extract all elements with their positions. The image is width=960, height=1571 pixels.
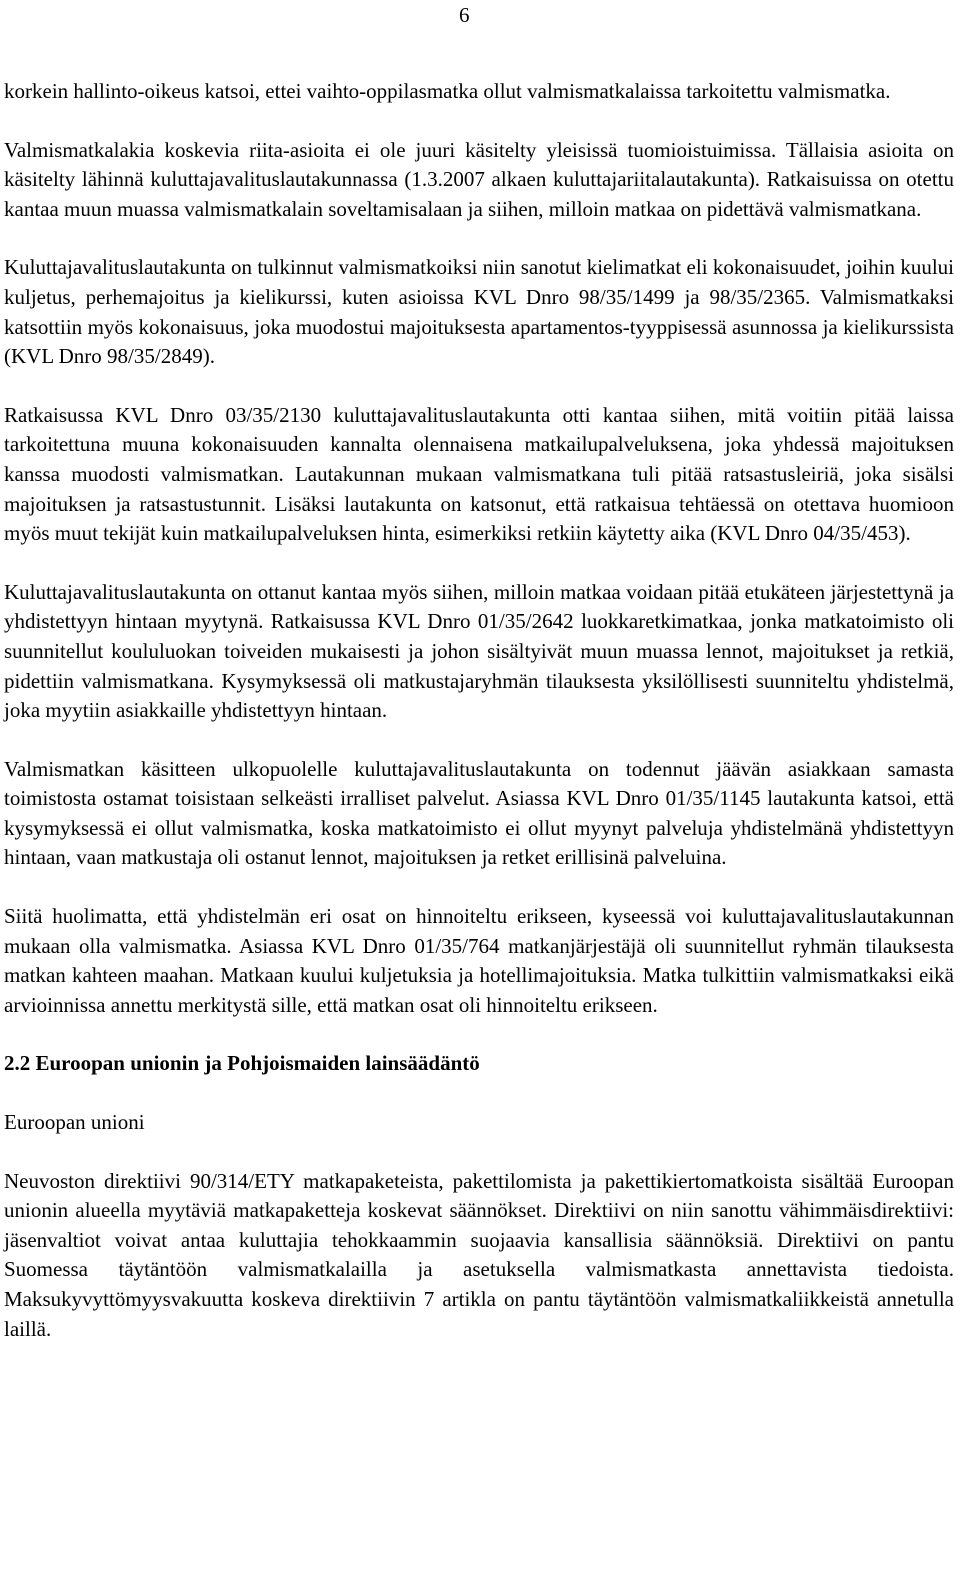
page-content	[4, 77, 954, 1373]
paragraph-3: Kuluttajavalituslautakunta on tulkinnut valmismatkoiksi niin sanotut kielimatkat eli kokonaisuudet, joihin kuului kuljetus, perhemajoitus ja kielikurssi, kuten asioissa KVL Dnro 98/35/1499 ja 98/35/2365. Valmismatkaksi katsottiin myös kokonaisuus, joka muodostui majoituksesta apartamentos-tyyppisessä asunnossa ja kielikurssista (KVL Dnro 98/35/2849).	[4, 255, 954, 369]
paragraph-4: Ratkaisussa KVL Dnro 03/35/2130 kuluttajavalituslautakunta otti kantaa siihen, mitä voitiin pitää laissa tarkoitettuna muuna kokonaisuuden kannalta olennaisena matkailupalveluksena, joka yhdessä majoituksen kanssa muodosti valmismatkan. Lautakunnan mukaan valmismatkana tuli pitää ratsastusleiriä, joka sisälsi majoituksen ja ratsastustunnit. Lisäksi lautakunta on katsonut, että ratkaisua tehtäessä on otettava huomioon myös muut tekijät kuin matkailupalveluksen hinta, esimerkiksi retkiin käytetty aika (KVL Dnro 04/35/453).	[4, 402, 954, 546]
paragraph-7: Siitä huolimatta, että yhdistelmän eri osat on hinnoiteltu erikseen, kyseessä voi kuluttajavalituslautakunnan mukaan olla valmismatka. Asiassa KVL Dnro 01/35/764 matkanjärjestäjä oli suunnitellut ryhmän tilauksesta matkan kahteen maahan. Matkaan kuului kuljetuksia ja hotellimajoituksia. Matka tulkittiin valmismatkaksi eikä arvioinnissa annettu merkitystä sille, että matkan osat oli hinnoiteltu erikseen.	[4, 904, 954, 1017]
paragraph-1: korkein hallinto-oikeus katsoi, ettei vaihto-oppilasmatka ollut valmismatkalaissa tarkoitettu valmismatka.	[4, 79, 891, 103]
section-paragraph: Neuvoston direktiivi 90/314/ETY matkapaketeista, pakettilomista ja pakettikiertomatkoista sisältää Euroopan unionin alueella myytäviä matkapaketteja koskevat säännökset. Direktiivi on niin sanottu vähimmäisdirektiivi: jäsenvaltiot voivat antaa kuluttajia tehokkaammin suojaavia kansallisia säännöksiä. Direktiivi on pantu Suomessa täytäntöön valmismatkalailla ja asetuksella valmismatkasta annettavista tiedoista. Maksukyvyttömyysvakuutta koskeva direktiivin 7 artikla on pantu täytäntöön valmismatkaliikkeistä annetulla laillä.	[4, 1168, 954, 1341]
section-subheading: Euroopan unioni	[4, 1110, 145, 1135]
paragraph-5: Kuluttajavalituslautakunta on ottanut kantaa myös siihen, milloin matkaa voidaan pitää etukäteen järjestettynä ja yhdistettyyn hintaan myytynä. Ratkaisussa KVL Dnro 01/35/2642 luokkaretkimatkaa, jonka matkatoimisto oli suunnitellut koululuokan toiveiden mukaisesti ja johon sisältyivät muun muassa lennot, majoitukset ja retkiä, pidettiin valmismatkana. Kysymyksessä oli matkustajaryhmän tilauksesta yksilöllisesti suunniteltu yhdistelmä, joka myytiin asiakkaille yhdistettyyn hintaan.	[4, 579, 954, 723]
page-number: 6	[459, 3, 470, 27]
paragraph-6: Valmismatkan käsitteen ulkopuolelle kuluttajavalituslautakunta on todennut jäävän asiakkaan samasta toimistosta ostamat toisistaan selkeästi irralliset palvelut. Asiassa KVL Dnro 01/35/1145 lautakunta katsoi, että kysymyksessä ei ollut valmismatka, koska matkatoimisto ei ollut myynyt palveluja yhdistelmänä yhdistettyyn hintaan, vaan matkustaja oli ostanut lennot, majoituksen ja retket erillisinä palveluina.	[4, 756, 954, 870]
section-heading: 2.2 Euroopan unionin ja Pohjoismaiden lainsäädäntö	[4, 1051, 480, 1076]
paragraph-2: Valmismatkalakia koskevia riita-asioita ei ole juuri käsitelty yleisissä tuomioistuimissa. Tällaisia asioita on käsitelty lähinnä kuluttajavalituslautakunnassa (1.3.2007 alkaen kuluttajariitalautakunta). Ratkaisuissa on otettu kantaa muun muassa valmismatkalain soveltamisalaan ja siihen, milloin matkaa on pidettävä valmismatkana.	[4, 137, 954, 221]
